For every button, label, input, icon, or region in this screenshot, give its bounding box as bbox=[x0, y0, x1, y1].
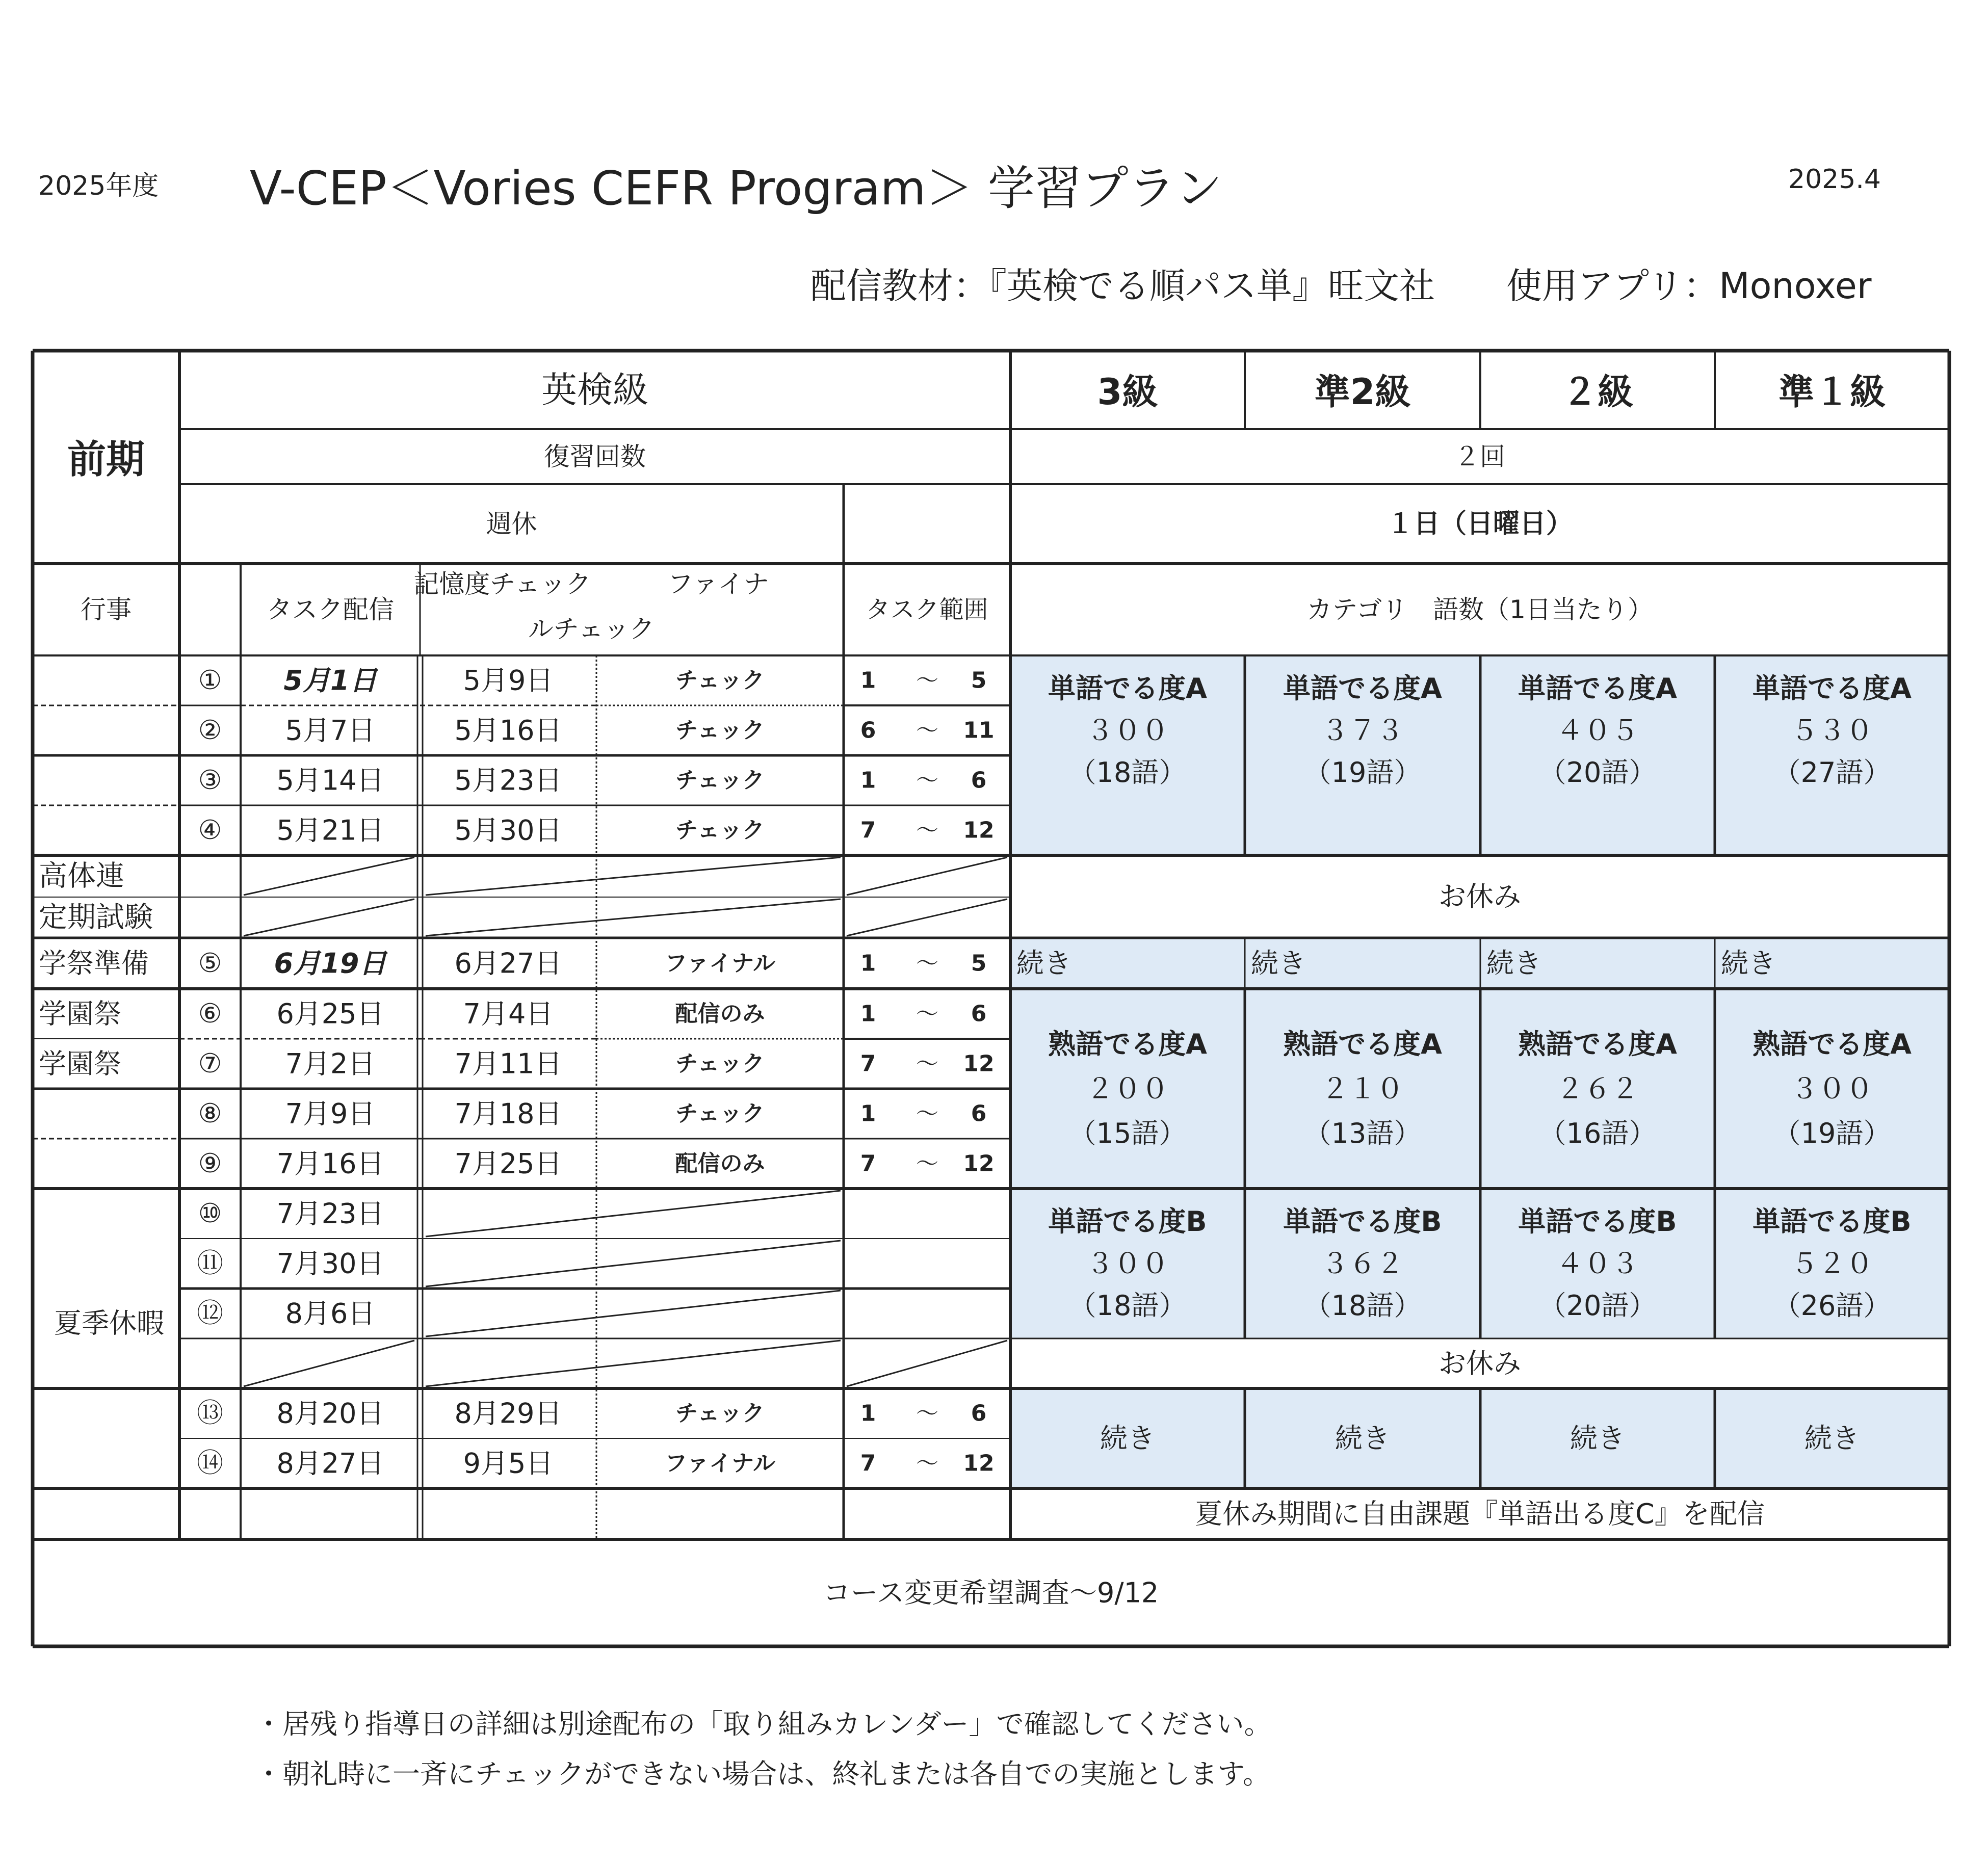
task-number: ③ bbox=[198, 765, 222, 796]
delivery-date: 8月20日 bbox=[276, 1397, 384, 1430]
category-name: 単語でる度A bbox=[1752, 672, 1912, 705]
range-to: 6 bbox=[971, 1001, 987, 1027]
check-date: 7月25日 bbox=[454, 1147, 562, 1180]
event-header: 行事 bbox=[81, 595, 132, 624]
issue-date: 2025.4 bbox=[1788, 164, 1881, 195]
strike-diagonal bbox=[426, 1191, 841, 1237]
review-label: 復習回数 bbox=[544, 442, 646, 471]
words-per-day: （20語） bbox=[1538, 756, 1657, 789]
word-count: ２６２ bbox=[1556, 1072, 1639, 1105]
range-tilde: ～ bbox=[916, 1450, 938, 1477]
check-date: 5月9日 bbox=[463, 664, 554, 697]
range-tilde: ～ bbox=[916, 667, 938, 694]
check-date: 7月11日 bbox=[454, 1047, 562, 1080]
task-number: ⑦ bbox=[198, 1048, 222, 1079]
delivery-date: 7月9日 bbox=[285, 1097, 376, 1130]
strike-diagonal bbox=[426, 857, 841, 895]
continue-label: 続き bbox=[1016, 947, 1071, 980]
words-per-day: （18語） bbox=[1303, 1289, 1422, 1322]
task-number: ① bbox=[198, 665, 222, 696]
check-type: チェック bbox=[675, 767, 765, 794]
range-from: 1 bbox=[860, 1100, 876, 1127]
category-name: 単語でる度B bbox=[1518, 1205, 1677, 1238]
category-name: 熟語でる度A bbox=[1518, 1028, 1677, 1061]
course-survey: コース変更希望調査～9/12 bbox=[823, 1576, 1159, 1609]
summer-free-assignment: 夏休み期間に自由課題『単語出る度C』を配信 bbox=[1195, 1497, 1765, 1530]
strike-diagonal bbox=[426, 1341, 841, 1386]
task-number: ② bbox=[198, 715, 222, 746]
range-tilde: ～ bbox=[916, 1150, 938, 1177]
range-from: 1 bbox=[860, 767, 876, 794]
holiday-label: 週休 bbox=[486, 509, 537, 539]
range-from: 7 bbox=[860, 1450, 876, 1477]
delivery-date: 7月16日 bbox=[276, 1147, 384, 1180]
category-name: 単語でる度B bbox=[1752, 1205, 1912, 1238]
check-date: 9月5日 bbox=[463, 1447, 554, 1480]
delivery-date: 8月27日 bbox=[276, 1447, 384, 1480]
grade-header: ２級 bbox=[1562, 371, 1633, 413]
task-number: ⑭ bbox=[196, 1448, 224, 1479]
words-per-day: （13語） bbox=[1303, 1117, 1422, 1149]
check-date: 7月4日 bbox=[463, 997, 554, 1030]
continue-label: 続き bbox=[1100, 1422, 1155, 1455]
material-info: 配信教材：『英検でる順パス単』旺文社 使用アプリ：Monoxer bbox=[810, 265, 1872, 307]
range-to: 12 bbox=[963, 817, 995, 844]
category-header: カテゴリ 語数（1日当たり） bbox=[1306, 595, 1653, 624]
continue-label: 続き bbox=[1804, 1422, 1860, 1455]
range-tilde: ～ bbox=[916, 1001, 938, 1027]
category-name: 単語でる度A bbox=[1518, 672, 1677, 705]
task-number: ⑨ bbox=[198, 1148, 222, 1179]
delivery-date: 7月23日 bbox=[276, 1197, 384, 1230]
check-type: チェック bbox=[675, 1100, 765, 1127]
term-label: 前期 bbox=[67, 436, 145, 482]
strike-diagonal bbox=[426, 1291, 841, 1336]
check-type: チェック bbox=[675, 1050, 765, 1077]
grade-label: 英検級 bbox=[541, 369, 648, 411]
strike-diagonal bbox=[244, 857, 414, 895]
check-type: ファイナル bbox=[665, 1450, 775, 1477]
check-type: チェック bbox=[675, 1400, 765, 1427]
range-from: 7 bbox=[860, 1150, 876, 1177]
strike-diagonal bbox=[847, 1341, 1007, 1386]
category-name: 熟語でる度A bbox=[1048, 1028, 1207, 1061]
words-per-day: （19語） bbox=[1303, 756, 1422, 789]
task-delivery-header: タスク配信 bbox=[267, 595, 394, 624]
strike-diagonal bbox=[426, 899, 841, 936]
range-tilde: ～ bbox=[916, 717, 938, 744]
check-type: 配信のみ bbox=[675, 1001, 765, 1027]
continue-label: 続き bbox=[1570, 1422, 1625, 1455]
strike-diagonal bbox=[244, 1341, 414, 1386]
word-count: ３００ bbox=[1791, 1072, 1873, 1105]
range-from: 1 bbox=[860, 1001, 876, 1027]
words-per-day: （18語） bbox=[1068, 756, 1187, 789]
range-from: 6 bbox=[860, 717, 876, 744]
review-value: ２回 bbox=[1454, 442, 1505, 471]
note-check: ・朝礼時に一斉にチェックができない場合は、終礼または各自での実施とします。 bbox=[255, 1758, 1271, 1790]
range-tilde: ～ bbox=[916, 1100, 938, 1127]
range-from: 7 bbox=[860, 1050, 876, 1077]
strike-diagonal bbox=[847, 899, 1007, 936]
task-number: ⑪ bbox=[196, 1248, 224, 1279]
continue-label: 続き bbox=[1251, 947, 1306, 980]
fiscal-year: 2025年度 bbox=[38, 171, 159, 201]
grade-header: 準１級 bbox=[1778, 371, 1886, 413]
range-tilde: ～ bbox=[916, 1400, 938, 1427]
delivery-date: 5月7日 bbox=[285, 714, 376, 747]
word-count: ２００ bbox=[1086, 1072, 1169, 1105]
word-count: ４０３ bbox=[1556, 1247, 1639, 1280]
word-count: ２１０ bbox=[1321, 1072, 1404, 1105]
category-name: 単語でる度A bbox=[1283, 672, 1442, 705]
grade-header: 3級 bbox=[1097, 371, 1158, 413]
task-number: ⑧ bbox=[198, 1098, 222, 1129]
continue-label: 続き bbox=[1335, 1422, 1390, 1455]
range-from: 7 bbox=[860, 817, 876, 844]
task-number: ⑬ bbox=[196, 1398, 224, 1429]
event-name: 高体連 bbox=[39, 859, 124, 893]
range-from: 1 bbox=[860, 1400, 876, 1427]
strike-diagonal bbox=[847, 857, 1007, 895]
task-range-header: タスク範囲 bbox=[866, 595, 988, 624]
word-count: ３６２ bbox=[1321, 1247, 1404, 1280]
range-to: 12 bbox=[963, 1450, 995, 1477]
check-type: チェック bbox=[675, 667, 765, 694]
range-to: 6 bbox=[971, 767, 987, 794]
strike-diagonal bbox=[426, 1241, 841, 1286]
range-from: 1 bbox=[860, 950, 876, 977]
word-count: ５２０ bbox=[1791, 1247, 1873, 1280]
category-name: 単語でる度A bbox=[1048, 672, 1207, 705]
event-name: 学園祭 bbox=[39, 1047, 121, 1080]
category-name: 単語でる度B bbox=[1048, 1205, 1207, 1238]
task-number: ⑥ bbox=[198, 998, 222, 1029]
task-number: ⑫ bbox=[196, 1298, 224, 1329]
event-name: 定期試験 bbox=[39, 901, 153, 934]
note-calendar: ・居残り指導日の詳細は別途配布の「取り組みカレンダー」で確認してください。 bbox=[255, 1708, 1272, 1740]
category-name: 熟語でる度A bbox=[1752, 1028, 1912, 1061]
word-count: ５３０ bbox=[1791, 714, 1873, 747]
delivery-date: 5月21日 bbox=[276, 814, 384, 847]
words-per-day: （26語） bbox=[1773, 1289, 1891, 1322]
range-to: 12 bbox=[963, 1050, 995, 1077]
delivery-date: 7月2日 bbox=[285, 1047, 376, 1080]
strike-diagonal bbox=[244, 899, 414, 936]
category-name: 単語でる度B bbox=[1283, 1205, 1442, 1238]
words-per-day: （16語） bbox=[1538, 1117, 1657, 1149]
continue-label: 続き bbox=[1486, 947, 1541, 980]
task-number: ⑩ bbox=[198, 1198, 222, 1229]
holiday-value: １日（日曜日） bbox=[1387, 509, 1573, 539]
check-type: チェック bbox=[675, 717, 765, 744]
delivery-date: 8月6日 bbox=[285, 1297, 376, 1330]
check-date: 7月18日 bbox=[454, 1097, 562, 1130]
range-to: 6 bbox=[971, 1100, 987, 1127]
words-per-day: （15語） bbox=[1068, 1117, 1187, 1149]
check-type: 配信のみ bbox=[675, 1150, 765, 1177]
check-type: チェック bbox=[675, 817, 765, 844]
range-to: 12 bbox=[963, 1150, 995, 1177]
range-to: 5 bbox=[971, 950, 987, 977]
event-name: 夏季休暇 bbox=[54, 1307, 164, 1339]
task-number: ④ bbox=[198, 815, 222, 846]
check-type: ファイナル bbox=[665, 950, 775, 977]
page-title: V-CEP＜Vories CEFR Program＞ 学習プラン bbox=[250, 161, 1222, 216]
event-name: 学祭準備 bbox=[39, 947, 149, 980]
delivery-date: 6月25日 bbox=[276, 997, 384, 1030]
word-count: ３７３ bbox=[1321, 714, 1404, 747]
continue-label: 続き bbox=[1721, 947, 1776, 980]
words-per-day: （20語） bbox=[1538, 1289, 1657, 1322]
range-tilde: ～ bbox=[916, 1050, 938, 1077]
range-tilde: ～ bbox=[916, 950, 938, 977]
check-date: 5月23日 bbox=[454, 764, 562, 797]
range-to: 6 bbox=[971, 1400, 987, 1427]
range-tilde: ～ bbox=[916, 817, 938, 844]
check-date: 5月30日 bbox=[454, 814, 562, 847]
words-per-day: （18語） bbox=[1068, 1289, 1187, 1322]
words-per-day: （27語） bbox=[1773, 756, 1891, 789]
rest-label: お休み bbox=[1438, 1347, 1521, 1380]
event-name: 学園祭 bbox=[39, 997, 121, 1030]
memory-check-header: 記憶度チェック ファイナ bbox=[413, 569, 769, 599]
range-to: 5 bbox=[971, 667, 987, 694]
check-date: 6月27日 bbox=[454, 947, 562, 980]
check-date: 5月16日 bbox=[454, 714, 562, 747]
delivery-date: 7月30日 bbox=[276, 1247, 384, 1280]
check-date: 8月29日 bbox=[454, 1397, 562, 1430]
rest-label: お休み bbox=[1438, 880, 1521, 913]
delivery-date: 5月1日 bbox=[283, 664, 377, 697]
range-tilde: ～ bbox=[916, 767, 938, 794]
word-count: ３００ bbox=[1086, 1247, 1169, 1280]
word-count: ３００ bbox=[1086, 714, 1169, 747]
delivery-date: 6月19日 bbox=[274, 947, 387, 980]
word-count: ４０５ bbox=[1556, 714, 1639, 747]
words-per-day: （19語） bbox=[1773, 1117, 1891, 1149]
memory-check-header: ルチェック bbox=[528, 614, 655, 644]
range-to: 11 bbox=[963, 717, 995, 744]
study-plan-table bbox=[32, 349, 1949, 1647]
category-name: 熟語でる度A bbox=[1283, 1028, 1442, 1061]
grade-header: 準2級 bbox=[1314, 371, 1411, 413]
task-number: ⑤ bbox=[198, 948, 222, 979]
delivery-date: 5月14日 bbox=[276, 764, 384, 797]
range-from: 1 bbox=[860, 667, 876, 694]
